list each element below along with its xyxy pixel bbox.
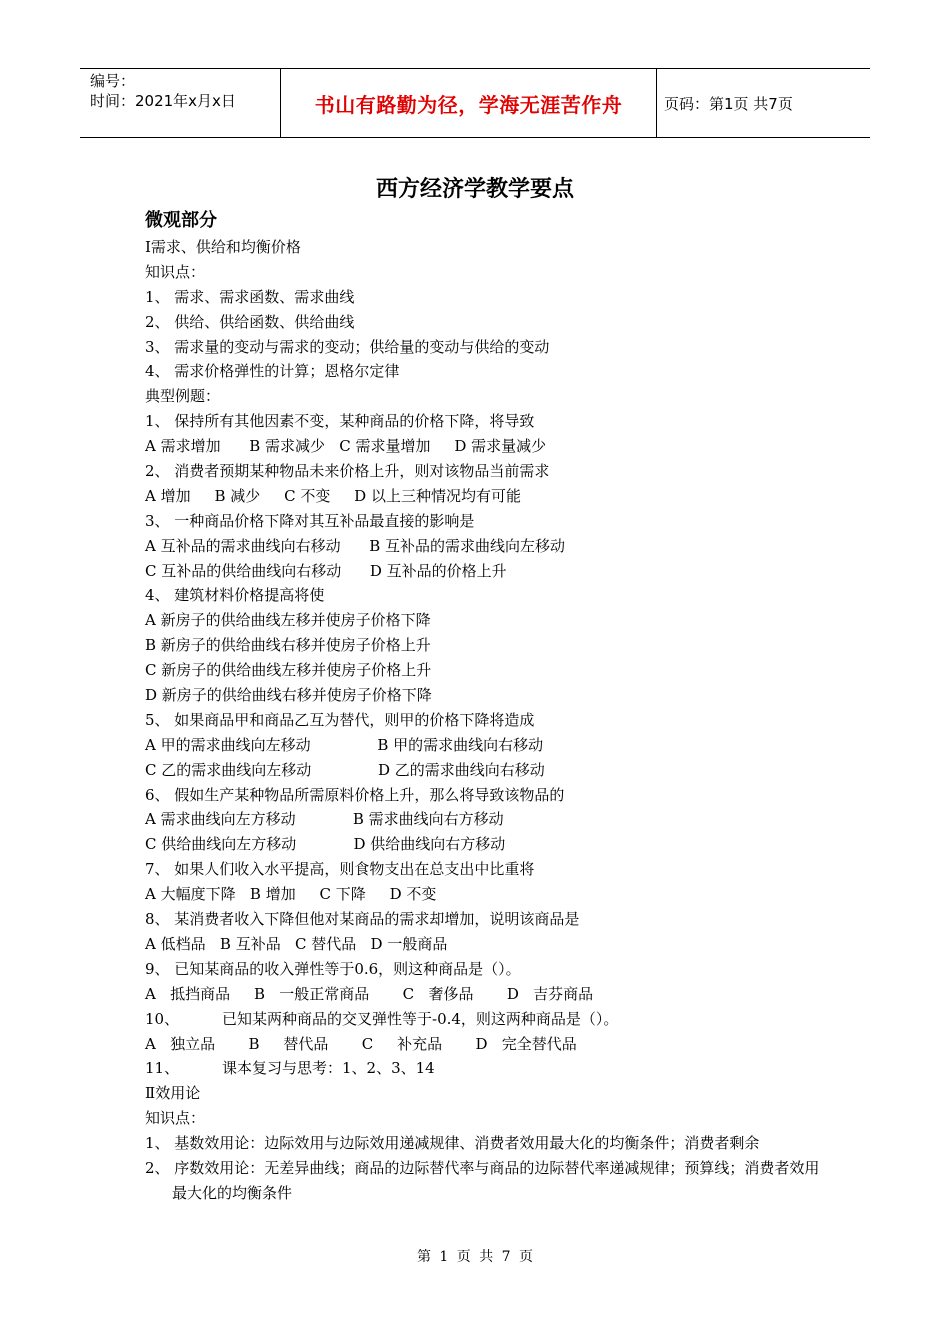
list-item: 1、 基数效用论：边际效用与边际效用递减规律、消费者效用最大化的均衡条件；消费者剩余	[145, 1134, 760, 1153]
text-line: 1、 需求、需求函数、需求曲线	[145, 287, 355, 306]
text-line: A 互补品的需求曲线向右移动 B 互补品的需求曲线向左移动	[145, 536, 566, 555]
text-line: 知识点：	[145, 262, 206, 281]
document-title: 西方经济学教学要点	[375, 177, 574, 202]
text-line: 2、 供给、供给函数、供给曲线	[145, 312, 355, 331]
page-footer: 第 1 页 共 7 页	[416, 1249, 534, 1265]
text-line: B 新房子的供给曲线右移并使房子价格上升	[145, 636, 431, 655]
list-item: 2、 序数效用论：无差异曲线；商品的边际替代率与商品的边际替代率递减规律；预算线；消费者效用最大化的均衡条件	[145, 1158, 820, 1202]
text-line: 4、 需求价格弹性的计算；恩格尔定律	[145, 362, 400, 381]
text-line: A 需求增加 B 需求减少 C 需求量增加 D 需求量减少	[145, 437, 547, 456]
text-line: 3、 一种商品价格下降对其互补品最直接的影响是	[145, 511, 475, 530]
text-line: 6、 假如生产某种物品所需原料价格上升，那么将导致该物品的	[145, 785, 565, 804]
page-info: 页码：第1页 共7页	[664, 94, 793, 113]
text-line: D 新房子的供给曲线右移并使房子价格下降	[145, 686, 432, 705]
text-line: A 大幅度下降 B 增加 C 下降 D 不变	[145, 885, 437, 904]
number-label: 编号：	[90, 72, 136, 90]
text-line: 9、 已知某商品的收入弹性等于0.6，则这种商品是（）。	[145, 959, 521, 978]
text-line: Ⅱ效用论	[145, 1084, 201, 1103]
text-line: C 新房子的供给曲线左移并使房子价格上升	[145, 661, 432, 680]
text-line: C 供给曲线向左方移动 D 供给曲线向右方移动	[145, 835, 506, 854]
text-lines	[145, 235, 825, 1131]
text-line: 2、 消费者预期某种物品未来价格上升，则对该物品当前需求	[145, 462, 550, 481]
document-body	[145, 207, 825, 1206]
header-meta	[80, 69, 280, 139]
section-heading: 微观部分	[145, 210, 217, 231]
text-line: C 互补品的供给曲线向右移动 D 互补品的价格上升	[145, 561, 507, 580]
text-line: 4、 建筑材料价格提高将使	[145, 586, 325, 605]
text-line: 知识点：	[145, 1109, 206, 1128]
text-line: A 需求曲线向左方移动 B 需求曲线向右方移动	[145, 810, 504, 829]
text-line: 典型例题：	[145, 387, 221, 406]
text-line: A 独立品 B 替代品 C 补充品 D 完全替代品	[145, 1034, 577, 1053]
text-line: 7、 如果人们收入水平提高，则食物支出在总支出中比重将	[145, 860, 535, 879]
text-line: 1、 保持所有其他因素不变，某种商品的价格下降，将导致	[145, 412, 535, 431]
text-line: A 甲的需求曲线向左移动 B 甲的需求曲线向右移动	[145, 735, 544, 754]
motto: 书山有路勤为径，学海无涯苦作舟	[280, 69, 657, 137]
text-line: A 抵挡商品 B 一般正常商品 C 奢侈品 D 吉芬商品	[145, 984, 594, 1003]
text-line: A 增加 B 减少 C 不变 D 以上三种情况均有可能	[145, 486, 521, 505]
text-line: Ⅰ需求、供给和均衡价格	[145, 238, 301, 256]
text-line: A 新房子的供给曲线左移并使房子价格下降	[145, 611, 431, 630]
wrapped-items	[145, 1131, 825, 1206]
text-line: 10、 已知某两种商品的交叉弹性等于-0.4，则这两种商品是（）。	[145, 1009, 619, 1028]
text-line: 8、 某消费者收入下降但他对某商品的需求却增加，说明该商品是	[145, 910, 580, 929]
text-line: 3、 需求量的变动与需求的变动；供给量的变动与供给的变动	[145, 337, 550, 356]
date-label: 时间：2021年x月x日	[90, 92, 236, 110]
text-line: 11、 课本复习与思考：1、2、3、14	[145, 1059, 435, 1078]
page-header	[80, 68, 870, 138]
text-line: C 乙的需求曲线向左移动 D 乙的需求曲线向右移动	[145, 760, 545, 779]
text-line: 5、 如果商品甲和商品乙互为替代，则甲的价格下降将造成	[145, 710, 535, 729]
text-line: A 低档品 B 互补品 C 替代品 D 一般商品	[145, 934, 448, 953]
